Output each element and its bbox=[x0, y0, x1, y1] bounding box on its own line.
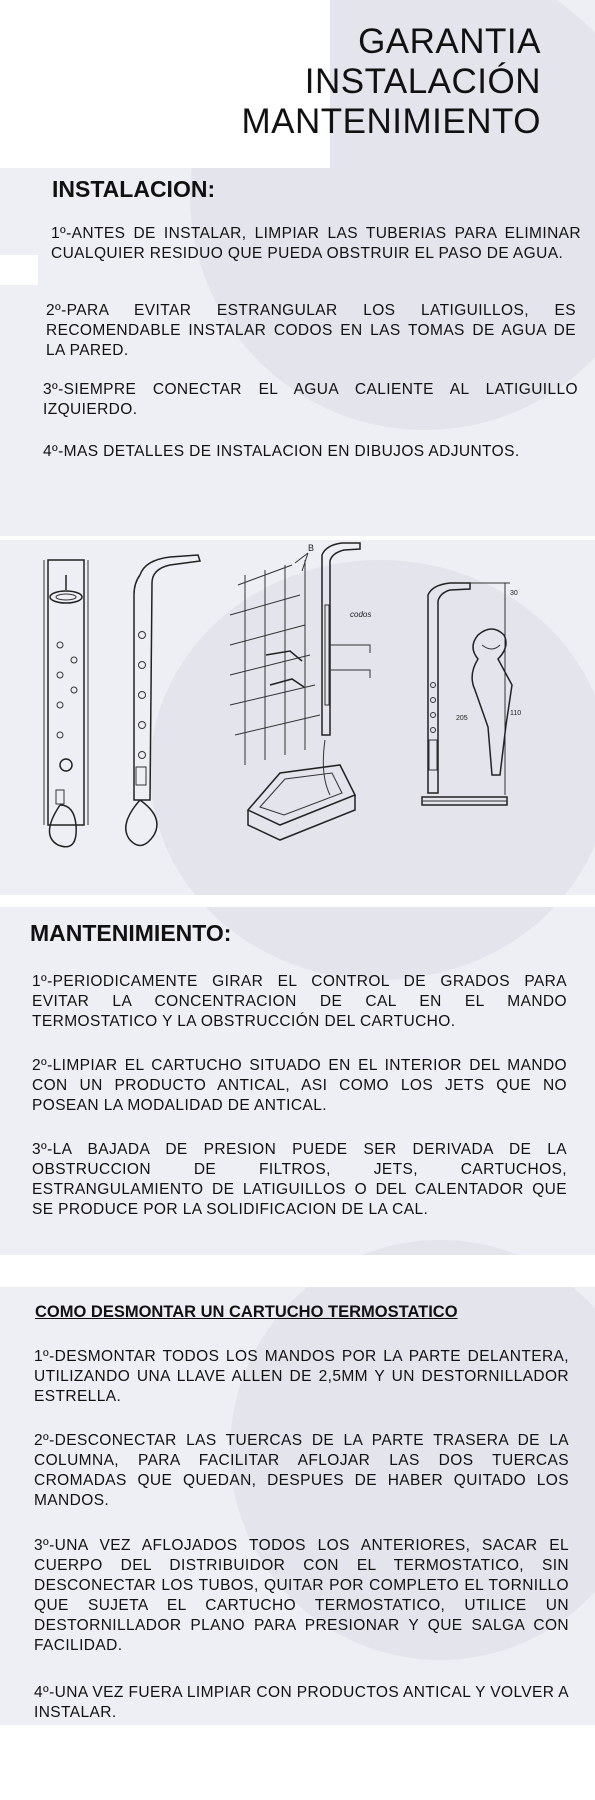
mantenimiento-item: 1º-PERIODICAMENTE GIRAR EL CONTROL DE GRADOS PARA EVITAR LA CONCENTRACION DE CAL EN EL MANDO TERMOSTATICO Y LA OBSTRUCCIÓN DEL CARTUCHO. bbox=[32, 973, 567, 1030]
desmontar-heading: COMO DESMONTAR UN CARTUCHO TERMOSTATICO bbox=[35, 1303, 458, 1321]
desmontar-item: 4º-UNA VEZ FUERA LIMPIAR CON PRODUCTOS ANTICAL Y VOLVER A INSTALAR. bbox=[34, 1684, 569, 1721]
label-205: 205 bbox=[456, 715, 468, 722]
label-110: 110 bbox=[510, 710, 522, 717]
instalacion-item: 2º-PARA EVITAR ESTRANGULAR LOS LATIGUILLOS, ES RECOMENDABLE INSTALAR CODOS EN LAS TOMAS DE AGUA DE LA PARED. bbox=[46, 302, 576, 359]
desmontar-item: 1º-DESMONTAR TODOS LOS MANDOS POR LA PARTE DELANTERA, UTILIZANDO UNA LLAVE ALLEN DE 2,5MM Y UN DESTORNILLADOR ESTRELLA. bbox=[34, 1348, 569, 1405]
wall-installation-drawing bbox=[230, 543, 371, 840]
instalacion-item: 3º-SIEMPRE CONECTAR EL AGUA CALIENTE AL LATIGUILLO IZQUIERDO. bbox=[43, 381, 578, 418]
document-title bbox=[242, 22, 541, 142]
desmontar-item: 2º-DESCONECTAR LAS TUERCAS DE LA PARTE TRASERA DE LA COLUMNA, PARA FACILITAR AFLOJAR LAS DOS TUERCAS CROMADAS QUE QUEDAN, DESPUES DE HABER QUITADO LOS MANDOS. bbox=[34, 1432, 569, 1509]
label-codos: codos bbox=[350, 610, 372, 619]
label-30: 30 bbox=[510, 590, 518, 597]
page-margin bbox=[0, 255, 38, 285]
dimension-drawing bbox=[422, 583, 521, 805]
instalacion-item: 1º-ANTES DE INSTALAR, LIMPIAR LAS TUBERIAS PARA ELIMINAR CUALQUIER RESIDUO QUE PUEDA OBSTRUIR EL PASO DE AGUA. bbox=[51, 225, 581, 262]
title-line: GARANTIA bbox=[358, 22, 541, 61]
mantenimiento-item: 2º-LIMPIAR EL CARTUCHO SITUADO EN EL INTERIOR DEL MANDO CON UN PRODUCTO ANTICAL, ASI COMO LOS JETS QUE NO POSEAN LA MODALIDAD DE ANTICAL. bbox=[32, 1057, 567, 1114]
mantenimiento-heading: MANTENIMIENTO: bbox=[30, 920, 232, 946]
title-line: INSTALACIÓN bbox=[304, 62, 541, 101]
shower-column-front-drawing bbox=[44, 560, 88, 847]
label-b: B bbox=[308, 543, 315, 553]
instalacion-heading: INSTALACION: bbox=[52, 176, 216, 202]
instalacion-item: 4º-MAS DETALLES DE INSTALACION EN DIBUJOS ADJUNTOS. bbox=[43, 443, 520, 460]
mantenimiento-item: 3º-LA BAJADA DE PRESION PUEDE SER DERIVADA DE LA OBSTRUCCION DE FILTROS, JETS, CARTUCHOS, ESTRANGULAMIENTO DE LATIGUILLOS O DEL CALENTADOR QUE SE PRODUCE POR LA SOLIDIFICACION DE LA CAL. bbox=[32, 1141, 567, 1218]
title-line: MANTENIMIENTO bbox=[241, 102, 541, 141]
page-margin bbox=[0, 895, 595, 907]
shower-column-side-drawing bbox=[126, 555, 200, 845]
page-margin bbox=[0, 1725, 595, 1800]
installation-drawings bbox=[30, 535, 582, 855]
page-margin bbox=[0, 1255, 595, 1287]
desmontar-item: 3º-UNA VEZ AFLOJADOS TODOS LOS ANTERIORES, SACAR EL CUERPO DEL DISTRIBUIDOR CON EL TERMOSTATICO, SIN DESCONECTAR LOS TUBOS, QUITAR POR COMPLETO EL TORNILLO QUE SUJETA EL CARTUCHO TERMOSTATICO, UTILICE UN DESTORNILLADOR PLANO PARA PRESIONAR Y QUE SALGA CON FACILIDAD. bbox=[34, 1537, 569, 1654]
